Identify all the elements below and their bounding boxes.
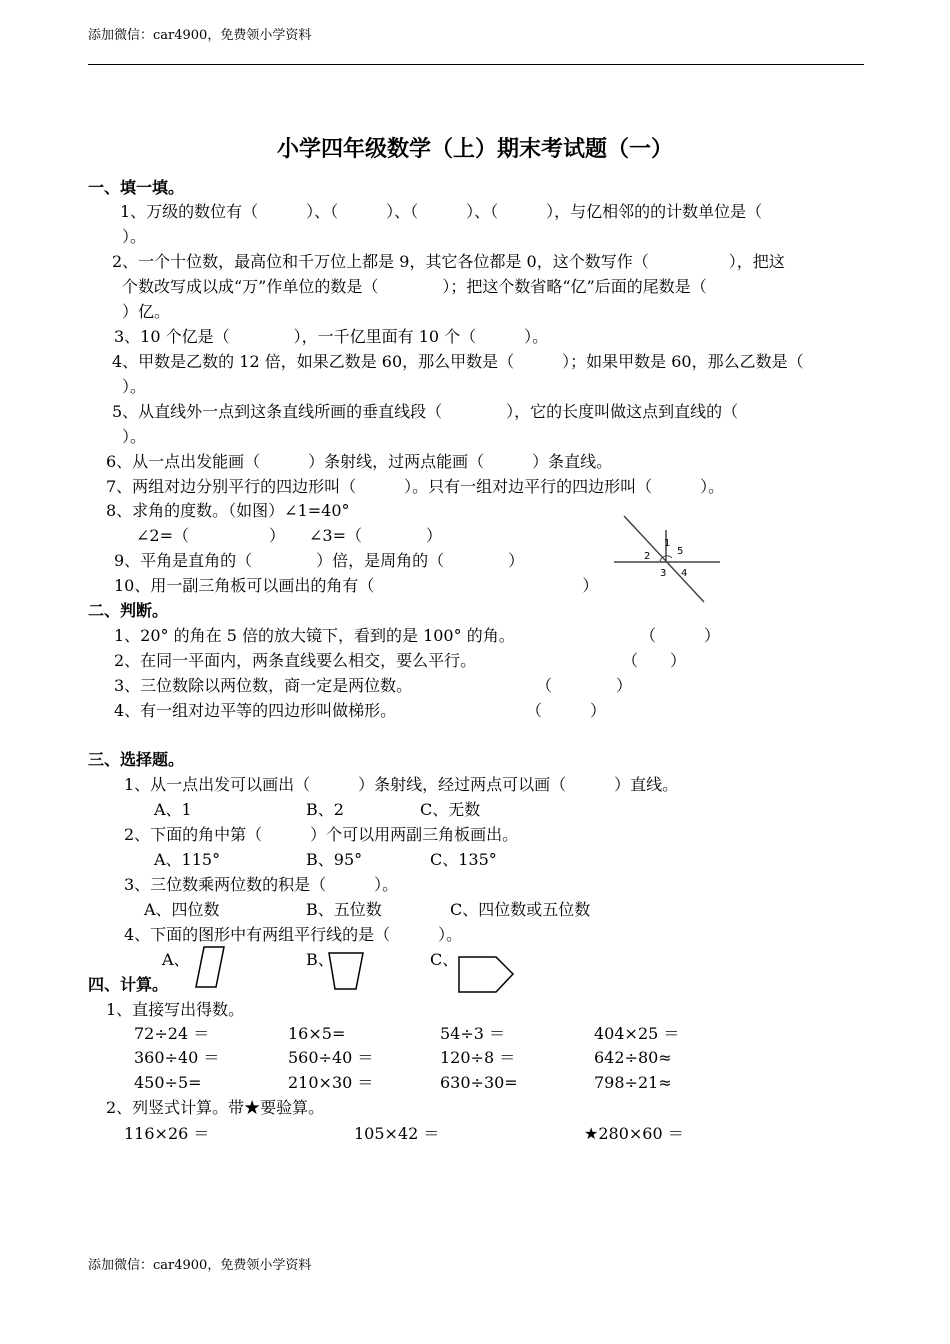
calc-r3-c2: 210×30 ＝ [288, 1073, 374, 1092]
s1-line-10: ）。 [122, 427, 147, 446]
trapezoid-shape [328, 952, 364, 990]
s3-q2-option-a: A、115° [154, 850, 221, 869]
s3-q4-option-a: A、 [162, 950, 190, 969]
s1-line-7: 4、甲数是乙数的 12 倍，如果乙数是 60，那么甲数是（ ）；如果甲数是 60，那么乙数是（ [112, 352, 804, 371]
page-title: 小学四年级数学（上）期末考试题（一） [276, 137, 673, 162]
s2-item-4-paren: （ ） [526, 701, 607, 720]
parallelogram-shape [194, 946, 226, 988]
s2-item-1: 1、20° 的角在 5 倍的放大镜下，看到的是 100° 的角。 [114, 626, 515, 645]
s1-line-11: 6、从一点出发能画（ ）条射线，过两点能画（ ）条直线。 [106, 452, 613, 471]
section4-heading: 四、计算。 [88, 975, 169, 994]
angle-label-2: 2 [644, 551, 651, 562]
s1-line-14: ∠2=（ ） ∠3=（ ） [136, 526, 442, 545]
slanted-line [624, 516, 704, 602]
s3-q2: 2、下面的角中第（ ）个可以用两副三角板画出。 [124, 825, 519, 844]
s1-line-16: 10、用一副三角板可以画出的角有（ ） [114, 576, 599, 595]
s3-q1: 1、从一点出发可以画出（ ）条射线，经过两点可以画（ ）直线。 [124, 775, 679, 794]
calc-r1-c3: 54÷3 ＝ [440, 1024, 506, 1043]
footer-text: 添加微信：car4900，免费领小学资料 [88, 1258, 312, 1273]
s4-sub1: 1、直接写出得数。 [106, 1000, 245, 1019]
s3-q2-option-b: B、95° [306, 850, 363, 869]
s1-line-13: 8、求角的度数。（如图）∠1=40° [106, 501, 350, 520]
s1-line-8: ）。 [122, 377, 147, 396]
calc-r3-c3: 630÷30= [440, 1073, 518, 1092]
s1-line-3: 2、一个十位数，最高位和千万位上都是 9，其它各位都是 0，这个数写作（ ），把这 [112, 252, 785, 271]
calc-r3-c4: 798÷21≈ [594, 1073, 672, 1092]
s2-item-4: 4、有一组对边平等的四边形叫做梯形。 [114, 701, 397, 720]
s3-q4-option-b: B、 [306, 950, 334, 969]
angle-label-3: 3 [660, 568, 667, 579]
section1-heading: 一、填一填。 [88, 178, 185, 197]
s1-line-2: ）。 [122, 227, 147, 246]
s2-item-2-paren: （ ） [622, 651, 687, 670]
s1-line-12: 7、两组对边分别平行的四边形叫（ ）。只有一组对边平行的四边形叫（ ）。 [106, 477, 725, 496]
s1-line-5: ）亿。 [122, 302, 171, 321]
calc-r2-c1: 360÷40 ＝ [134, 1048, 220, 1067]
vertical-calc-1: 116×26 ＝ [124, 1124, 210, 1143]
s3-q3-option-a: A、四位数 [144, 900, 220, 919]
calc-r3-c1: 450÷5= [134, 1073, 202, 1092]
s1-line-4: 个数改写成以成“万”作单位的数是（ ）；把这个数省略“亿”后面的尾数是（ [122, 277, 707, 296]
s3-q3-option-c: C、四位数或五位数 [450, 900, 591, 919]
section3-heading: 三、选择题。 [88, 750, 185, 769]
pentagon-shape [458, 956, 514, 994]
header-rule [88, 64, 864, 65]
s3-q2-option-c: C、135° [430, 850, 497, 869]
s3-q1-option-b: B、2 [306, 800, 344, 819]
s3-q3: 3、三位数乘两位数的积是（ ）。 [124, 875, 399, 894]
s2-item-1-paren: （ ） [640, 626, 721, 645]
s1-line-1: 1、万级的数位有（ ）、（ ）、（ ）、（ ），与亿相邻的的计数单位是（ [120, 202, 763, 221]
angle-label-4: 4 [681, 568, 688, 579]
calc-r2-c3: 120÷8 ＝ [440, 1048, 516, 1067]
calc-r1-c4: 404×25 ＝ [594, 1024, 680, 1043]
calc-r2-c4: 642÷80≈ [594, 1048, 672, 1067]
angle-label-5: 5 [677, 546, 684, 557]
s2-item-3: 3、三位数除以两位数，商一定是两位数。 [114, 676, 413, 695]
s1-line-6: 3、10 个亿是（ ），一千亿里面有 10 个（ ）。 [114, 327, 549, 346]
s3-q4-option-c: C、 [430, 950, 459, 969]
calc-r1-c2: 16×5= [288, 1024, 346, 1043]
s3-q3-option-b: B、五位数 [306, 900, 382, 919]
s1-line-9: 5、从直线外一点到这条直线所画的垂直线段（ ），它的长度叫做这点到直线的（ [112, 402, 739, 421]
calc-r1-c1: 72÷24 ＝ [134, 1024, 210, 1043]
section2-heading: 二、判断。 [88, 601, 169, 620]
vertical-calc-2: 105×42 ＝ [354, 1124, 440, 1143]
calc-r2-c2: 560÷40 ＝ [288, 1048, 374, 1067]
s3-q4: 4、下面的图形中有两组平行线的是（ ）。 [124, 925, 463, 944]
s2-item-2: 2、在同一平面内，两条直线要么相交，要么平行。 [114, 651, 477, 670]
s4-sub2: 2、列竖式计算。带★要验算。 [106, 1098, 325, 1117]
header-text: 添加微信：car4900，免费领小学资料 [88, 28, 312, 43]
s3-q1-option-a: A、1 [154, 800, 192, 819]
angle-label-1: 1 [664, 538, 671, 549]
s3-q1-option-c: C、无数 [420, 800, 481, 819]
vertical-calc-3: ★280×60 ＝ [584, 1124, 684, 1143]
s1-line-15: 9、平角是直角的（ ）倍，是周角的（ ） [114, 551, 525, 570]
s2-item-3-paren: （ ） [536, 676, 633, 695]
angle-figure [610, 512, 720, 604]
